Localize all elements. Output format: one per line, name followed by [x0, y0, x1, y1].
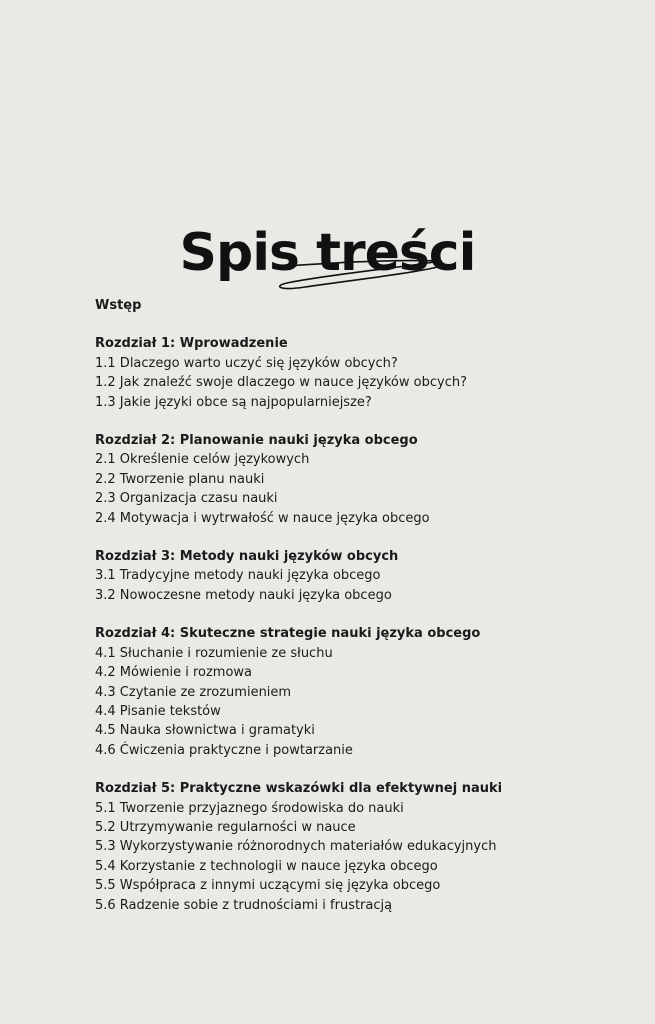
toc-item: 2.2 Tworzenie planu nauki: [95, 471, 265, 487]
toc-intro: Wstęp: [95, 298, 142, 313]
chapter-1: [95, 334, 635, 412]
toc-item: 2.4 Motywacja i wytrwałość w nauce języka obcego: [95, 510, 430, 526]
page-title: Spis treści: [179, 223, 476, 283]
toc-item: 4.1 Słuchanie i rozumienie ze słuchu: [95, 645, 333, 661]
chapter-5: [95, 779, 635, 915]
toc-item: 5.3 Wykorzystywanie różnorodnych materiałów edukacyjnych: [95, 839, 497, 855]
toc-item: 1.2 Jak znaleźć swoje dlaczego w nauce języków obcych?: [95, 375, 467, 391]
toc-item: 5.6 Radzenie sobie z trudnościami i frustracją: [95, 897, 393, 913]
chapter-title: Rozdział 2: Planowanie nauki języka obcego: [95, 433, 418, 449]
toc-item: 3.1 Tradycyjne metody nauki języka obcego: [95, 568, 381, 584]
chapter-title: Rozdział 1: Wprowadzenie: [95, 336, 288, 352]
chapter-2: [95, 431, 635, 528]
chapter-title: Rozdział 3: Metody nauki języków obcych: [95, 549, 399, 565]
toc-item: 4.3 Czytanie ze zrozumieniem: [95, 684, 292, 700]
toc-item: 1.1 Dlaczego warto uczyć się języków obcych?: [95, 355, 398, 371]
toc-item: 4.2 Mówienie i rozmowa: [95, 665, 252, 681]
toc-item: 2.3 Organizacja czasu nauki: [95, 491, 278, 507]
toc-item: 5.5 Współpraca z innymi uczącymi się języka obcego: [95, 878, 441, 894]
toc-item: 3.2 Nowoczesne metody nauki języka obcego: [95, 587, 392, 603]
chapter-title: Rozdział 4: Skuteczne strategie nauki języka obcego: [95, 626, 481, 642]
table-of-contents: [95, 296, 635, 915]
chapter-3: [95, 547, 635, 605]
toc-item: 5.2 Utrzymywanie regularności w nauce: [95, 819, 356, 835]
toc-item: 4.6 Ćwiczenia praktyczne i powtarzanie: [95, 742, 353, 758]
toc-item: 1.3 Jakie języki obce są najpopularniejsze?: [95, 394, 372, 410]
toc-item: 4.5 Nauka słownictwa i gramatyki: [95, 723, 315, 739]
chapter-4: [95, 624, 635, 760]
title-container: [0, 218, 655, 298]
toc-item: 5.1 Tworzenie przyjaznego środowiska do nauki: [95, 800, 404, 816]
toc-item: 2.1 Określenie celów językowych: [95, 452, 310, 468]
toc-item: 4.4 Pisanie tekstów: [95, 703, 221, 719]
chapter-title: Rozdział 5: Praktyczne wskazówki dla efektywnej nauki: [95, 781, 503, 797]
toc-item: 5.4 Korzystanie z technologii w nauce języka obcego: [95, 858, 438, 874]
